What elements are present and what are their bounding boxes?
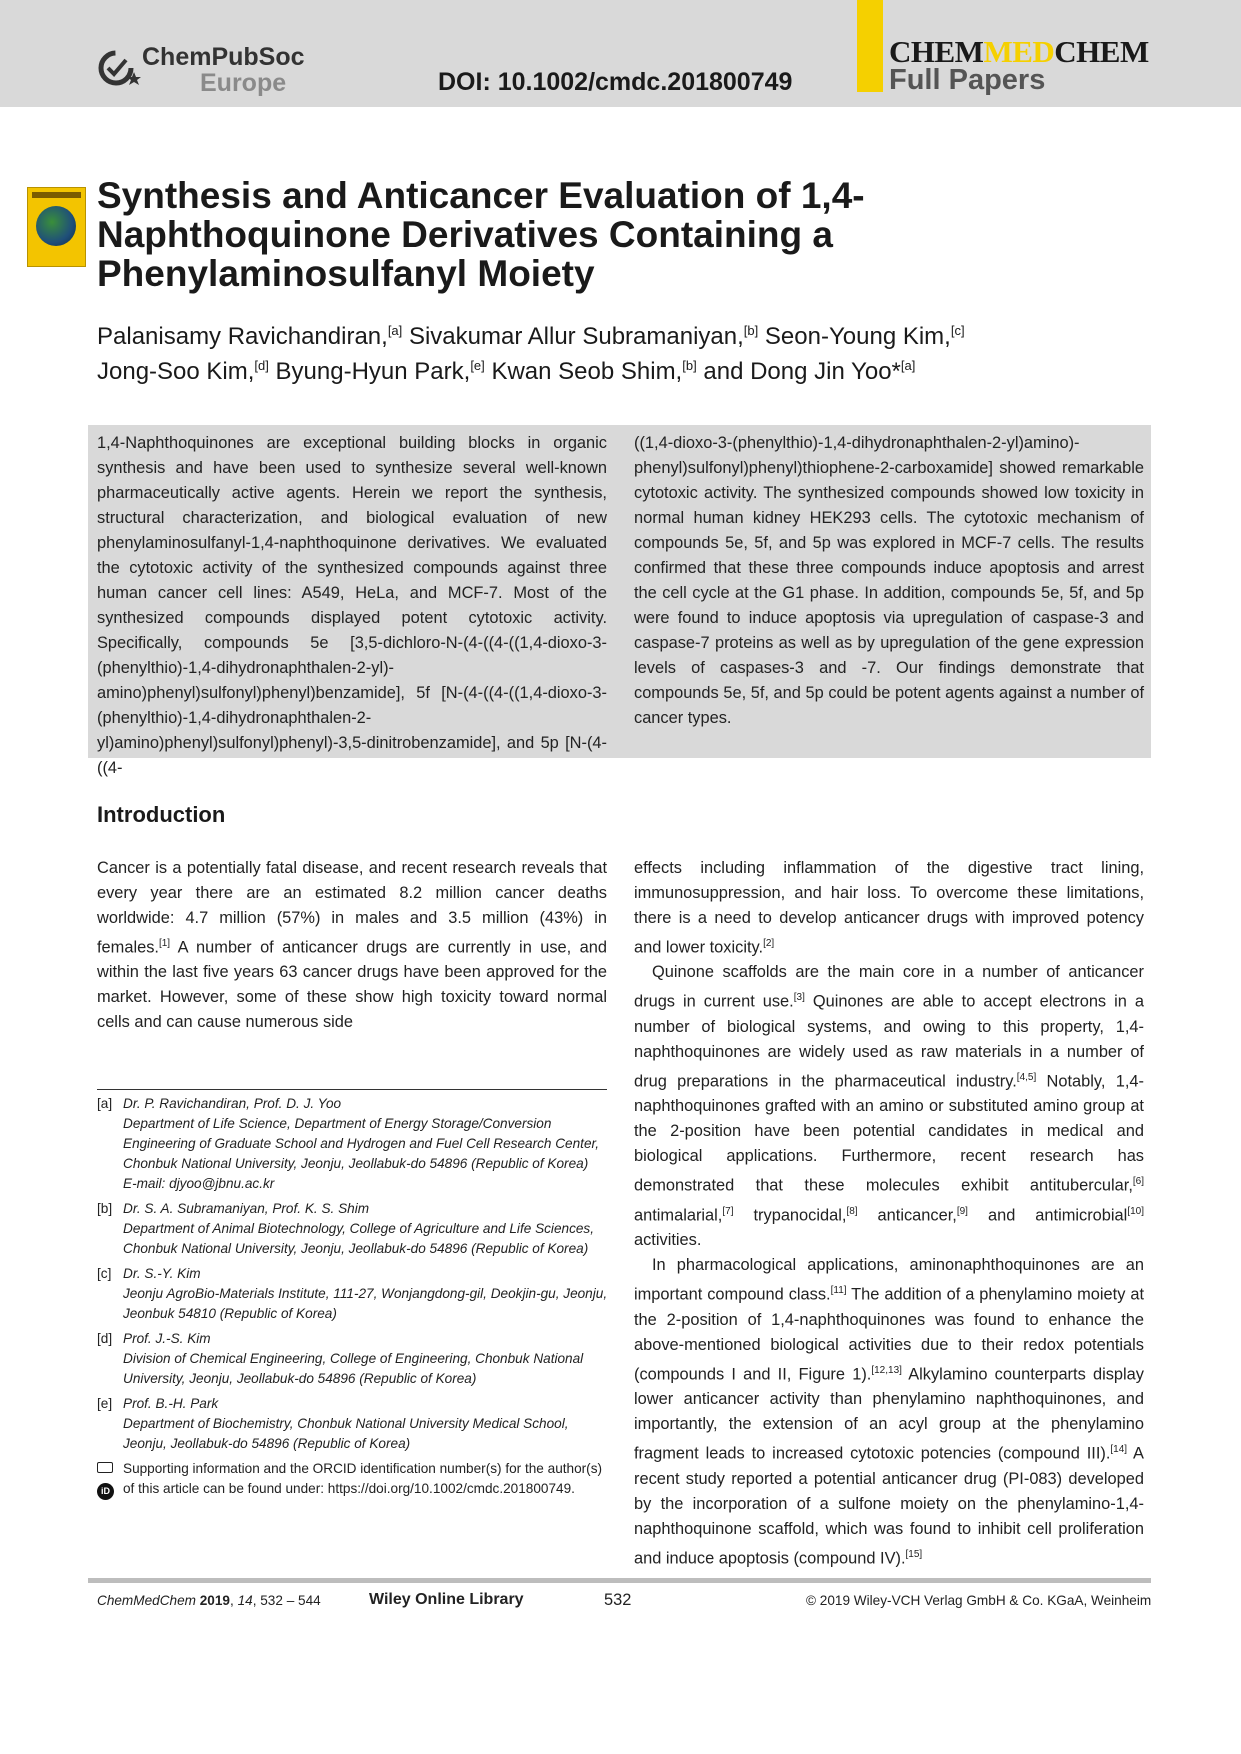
publisher-region: Europe xyxy=(200,69,287,97)
author-list xyxy=(97,316,1097,386)
supporting-info-note xyxy=(97,1459,609,1499)
citation[interactable]: [10] xyxy=(1127,1205,1144,1217)
footnote-divider xyxy=(97,1089,607,1090)
body-paragraph: effects including inflammation of the digestive tract lining, immunosuppression, and hair loss. To overcome these limitations, there is a need to develop anticancer drugs with improved potency and lower toxicity.[2] xyxy=(634,859,1144,957)
author: Sivakumar Allur Subramaniyan,[b] xyxy=(408,323,759,350)
body-paragraph: In pharmacological applications, aminonaphthoquinones are an important compound class.[11] The addition of a phenylamino moiety at the 2-position of 1,4-naphthoquinones was found to enhance the above-mentioned biological activities due to their redox potentials (compounds I and II, Figure 1).[12,13] Alkylamino counterparts display lower anticancer activity than phenylamino naphthoquinones, and importantly, the extension of an acyl group at the phenylamino fragment leads to increased cytotoxic potencies (compound III).[14] A recent study reported a potential anticancer drug (PI-083) developed by the incorporation of a sulfone moiety on the phenylamino-1,4-naphthoquinone scaffold, which was found to inhibit cell proliferation and induce apoptosis (compound IV).[15] xyxy=(634,1256,1144,1568)
body-paragraph: Cancer is a potentially fatal disease, and recent research reveals that every year there are an estimated 8.2 million cancer deaths worldwide: 4.7 million (57%) in males and 3.5 million (43%) in females.[1] A number of anticancer drugs are currently in use, and within the last five years 63 cancer drugs have been approved for the market. However, some of these show high toxicity toward normal cells and can cause numerous side xyxy=(97,859,607,1032)
copyright: © 2019 Wiley-VCH Verlag GmbH & Co. KGaA, Weinheim xyxy=(806,1593,1152,1608)
affiliation-footnote: [c] Dr. S.-Y. Kim Jeonju AgroBio-Materials Institute, 111-27, Wonjangdong-gil, Deokjin-gu, Jeonju, Jeonbuk 54810 (Republic of Korea) xyxy=(97,1266,608,1321)
author: Seon-Young Kim,[c] xyxy=(764,323,965,350)
abstract-left-column: 1,4-Naphthoquinones are exceptional building blocks in organic synthesis and have been used to synthesize several well-known pharmaceutically active agents. Herein we report the synthesis, structural characterization, and biological evaluation of new phenylaminosulfanyl-1,4-naphthoquinone derivatives. We evaluated the cytotoxic activity of the synthesized compounds against three human cancer cell lines: A549, HeLa, and MCF-7. Most of the synthesized compounds displayed potent cytotoxic activity. Specifically, compounds 5e [3,5-dichloro-N-(4-((4-((1,4-dioxo-3-(phenylthio)-1,4-dihydronaphthalen-2-yl)-amino)phenyl)sulfonyl)phenyl)benzamide], 5f [N-(4-((4-((1,4-dioxo-3-(phenylthio)-1,4-dihydronaphthalen-2-yl)amino)phenyl)sulfonyl)phenyl)-3,5-dinitrobenzamide], and 5p [N-(4-((4- xyxy=(97,434,607,777)
chempubsoc-logo-icon xyxy=(96,44,146,90)
article-title: Synthesis and Anticancer Evaluation of 1,4-Naphthoquinone Derivatives Containing a Phenylaminosulfanyl Moiety xyxy=(97,175,865,294)
citation[interactable]: [4,5] xyxy=(1016,1071,1037,1083)
author: Kwan Seob Shim,[b] xyxy=(491,358,697,385)
cover-title-strip xyxy=(32,192,81,198)
article-type: Full Papers xyxy=(889,64,1046,96)
publisher-name: ChemPubSoc xyxy=(142,43,305,71)
citation[interactable]: [12,13] xyxy=(871,1364,902,1376)
citation[interactable]: [3] xyxy=(793,992,805,1004)
author: and Dong Jin Yoo*[a] xyxy=(703,358,916,385)
affiliation-footnote: [a] Dr. P. Ravichandiran, Prof. D. J. Yoo Department of Life Science, Department of Energy Storage/Conversion Engineering of Graduate School and Hydrogen and Fuel Cell Research Center, Chonbuk National University, Jeonju, Jeollabuk-do 54896 (Republic of Korea) E-mail: djyoo@jbnu.ac.kr xyxy=(97,1094,609,1194)
journal-accent-bar xyxy=(857,0,883,92)
citation[interactable]: [14] xyxy=(1110,1444,1128,1456)
journal-cover-thumbnail xyxy=(27,187,86,267)
computer-icon xyxy=(97,1462,113,1473)
body-left-column xyxy=(97,856,607,1035)
affiliation-footnote: [b] Dr. S. A. Subramaniyan, Prof. K. S. Shim Department of Animal Biotechnology, College of Agriculture and Life Sciences, Chonbuk National University, Jeonju, Jeollabuk-do 54896 (Republic of Korea) xyxy=(97,1201,595,1256)
citation[interactable]: [6] xyxy=(1132,1176,1144,1188)
affiliation-footnote: [e] Prof. B.-H. Park Department of Biochemistry, Chonbuk National University Medical School, Jeonju, Jeollabuk-do 54896 (Republic of Korea) xyxy=(97,1396,569,1451)
journal-name-part: CHEM xyxy=(889,34,984,69)
author: Byung-Hyun Park,[e] xyxy=(275,358,485,385)
wiley-online-library-logo[interactable]: Wiley Online Library xyxy=(369,1591,524,1608)
citation[interactable]: [2] xyxy=(763,938,775,949)
email-link[interactable]: E-mail: djyoo@jbnu.ac.kr xyxy=(123,1176,275,1191)
citation[interactable]: [7] xyxy=(722,1205,734,1217)
journal-name-part: MED xyxy=(983,34,1055,69)
body-paragraph: Quinone scaffolds are the main core in a number of anticancer drugs in current use.[3] Quinones are able to accept electrons in a number of biological systems, and owing to this property, 1,4-naphthoquinones are widely used as raw materials in a number of drug preparations in the pharmaceutical industry.[4,5] Notably, 1,4-naphthoquinones grafted with an amino or substituted amino group at the 2-position have been potential candidates in medical and biological applications. Furthermore, recent research has demonstrated that these molecules exhibit antitubercular,[6] antimalarial,[7] trypanocidal,[8] anticancer,[9] and antimicrobial[10] activities. xyxy=(634,963,1144,1250)
citation[interactable]: [15] xyxy=(905,1548,923,1560)
citation[interactable]: [9] xyxy=(956,1205,968,1217)
supporting-info-link[interactable]: Supporting information and the ORCID identification number(s) for the author(s) of this article can be found under: https://doi.org/10.1002/cmdc.201800749. xyxy=(123,1461,603,1496)
body-right-column xyxy=(634,856,1144,1571)
citation[interactable]: [1] xyxy=(158,938,171,949)
section-heading-introduction: Introduction xyxy=(97,802,226,827)
affiliation-footnote: [d] Prof. J.-S. Kim Division of Chemical Engineering, College of Engineering, Chonbuk National University, Jeonju, Jeollabuk-do 54896 (Republic of Korea) xyxy=(97,1331,584,1386)
journal-name-part: CHEM xyxy=(1054,34,1149,69)
footer-citation: ChemMedChem 2019, 14, 532 – 544 xyxy=(97,1593,321,1608)
citation[interactable]: [8] xyxy=(846,1205,858,1217)
doi: DOI: 10.1002/cmdc.201800749 xyxy=(438,68,793,96)
affiliation-footnotes xyxy=(97,1094,609,1499)
citation[interactable]: [11] xyxy=(830,1285,847,1297)
author: Palanisamy Ravichandiran,[a] xyxy=(97,323,403,350)
author: Jong-Soo Kim,[d] xyxy=(97,358,269,385)
footer-divider xyxy=(88,1578,1151,1583)
orcid-icon: iD xyxy=(97,1483,114,1500)
cover-art xyxy=(36,206,76,246)
page-number: 532 xyxy=(604,1591,632,1609)
abstract-right-column: ((1,4-dioxo-3-(phenylthio)-1,4-dihydronaphthalen-2-yl)amino)-phenyl)sulfonyl)phenyl)thiophene-2-carboxamide] showed remarkable cytotoxic activity. The synthesized compounds showed low toxicity in normal human kidney HEK293 cells. The cytotoxic mechanism of compounds 5e, 5f, and 5p was explored in MCF-7 cells. The results confirmed that these three compounds induce apoptosis and arrest the cell cycle at the G1 phase. In addition, compounds 5e, 5f, and 5p were found to induce apoptosis via upregulation of caspase-3 and caspase-7 proteins as well as by upregulation of the gene expression levels of caspases-3 and -7. Our findings demonstrate that compounds 5e, 5f, and 5p could be potent agents against a number of cancer types. xyxy=(634,434,1144,727)
